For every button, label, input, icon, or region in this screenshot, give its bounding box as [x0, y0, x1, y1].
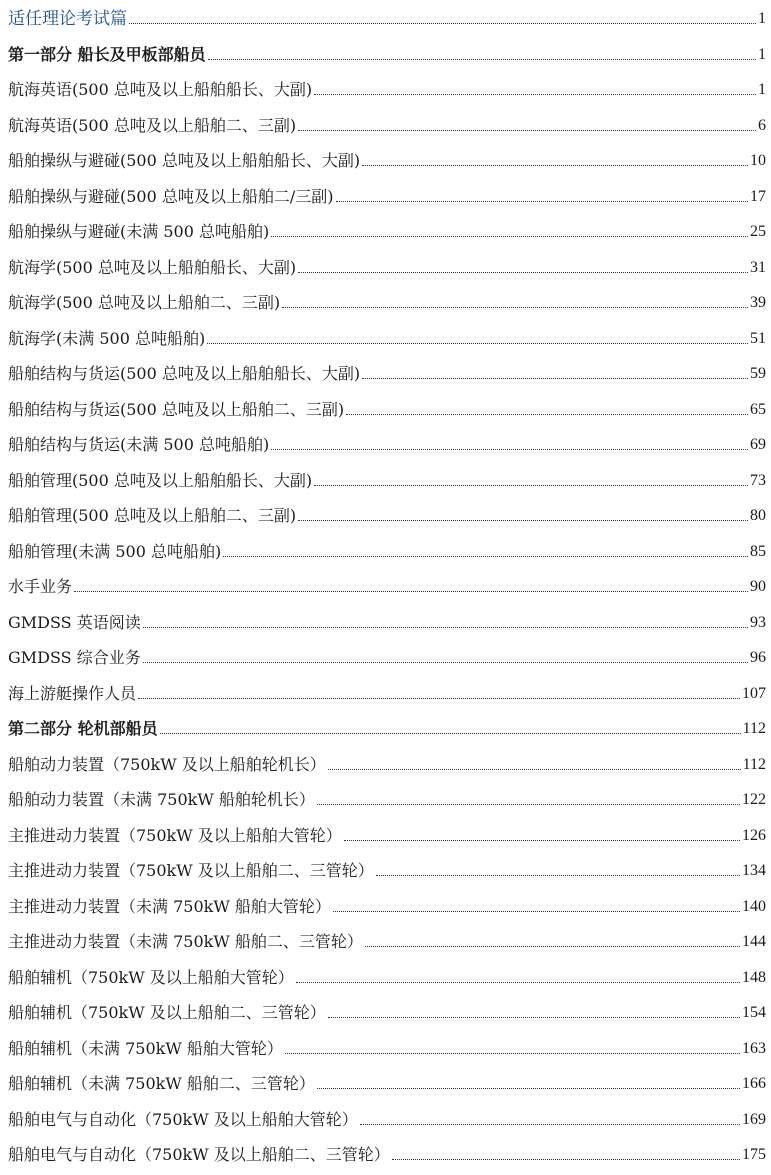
dot-leader	[365, 946, 740, 947]
toc-page-number: 112	[742, 755, 766, 773]
toc-entry[interactable]	[8, 780, 766, 816]
toc-entry-label: 船舶结构与货运(500 总吨及以上船舶二、三副)	[8, 399, 345, 419]
toc-entry[interactable]	[8, 851, 766, 887]
toc-entry[interactable]	[8, 993, 766, 1029]
toc-entry[interactable]	[8, 389, 766, 425]
toc-page-number: 134	[742, 862, 766, 879]
dot-leader	[314, 485, 748, 486]
dot-leader	[362, 378, 748, 379]
toc-entry-label: 船舶辅机（未满 750kW 船舶大管轮）	[8, 1038, 283, 1058]
dot-leader	[160, 733, 741, 734]
toc-page-number: 6	[758, 116, 766, 134]
toc-entry[interactable]	[8, 354, 766, 390]
toc-entry-label: 航海学(未满 500 总吨船舶)	[8, 328, 206, 348]
toc-entry-label: 船舶管理(未满 500 总吨船舶)	[8, 541, 222, 561]
toc-entry-label: 船舶辅机（750kW 及以上船舶二、三管轮）	[8, 1003, 326, 1022]
toc-entry-label: 主推进动力装置（750kW 及以上船舶大管轮）	[8, 825, 342, 845]
dot-leader	[328, 769, 741, 770]
toc-entry[interactable]	[8, 638, 766, 674]
toc-entry-label: 船舶电气与自动化（750kW 及以上船舶大管轮）	[8, 1109, 358, 1129]
toc-entry-label: 主推进动力装置（750kW 及以上船舶二、三管轮）	[8, 861, 374, 880]
dot-leader	[362, 165, 748, 166]
toc-page-number: 112	[742, 720, 766, 737]
dot-leader	[360, 1124, 740, 1125]
toc-page-number: 93	[750, 613, 766, 631]
toc-page-number: 85	[750, 542, 766, 560]
toc-page-number: 80	[750, 507, 766, 524]
dot-leader	[376, 875, 740, 876]
toc-entry-label: 航海学(500 总吨及以上船舶二、三副)	[8, 293, 281, 312]
dot-leader	[285, 1053, 740, 1054]
toc-entry-label: 船舶操纵与避碰(500 总吨及以上船舶二/三副)	[8, 186, 334, 206]
dot-leader	[298, 130, 756, 131]
toc-entry[interactable]	[8, 425, 766, 461]
toc-entry-label: GMDSS 英语阅读	[8, 612, 141, 632]
dot-leader	[346, 414, 748, 415]
toc-entry[interactable]	[8, 1135, 766, 1171]
toc-entry[interactable]	[8, 496, 766, 532]
dot-leader	[344, 840, 740, 841]
toc-entry[interactable]	[8, 886, 766, 922]
toc-page-number: 163	[742, 1039, 766, 1057]
dot-leader	[317, 1088, 740, 1089]
dot-leader	[208, 59, 756, 60]
toc-entry[interactable]	[8, 673, 766, 709]
toc-page-number: 96	[750, 649, 766, 666]
dot-leader	[271, 449, 748, 450]
toc-page-number: 59	[750, 365, 766, 382]
toc-page-number: 1	[758, 45, 766, 63]
toc-page-number: 107	[742, 684, 766, 702]
toc-entry[interactable]	[8, 1028, 766, 1064]
toc-page-number: 25	[750, 223, 766, 240]
toc-entry[interactable]	[8, 105, 766, 141]
toc-entry-label: 船舶动力装置（未满 750kW 船舶轮机长）	[8, 790, 315, 809]
toc-entry-label: 航海英语(500 总吨及以上船舶二、三副)	[8, 115, 297, 135]
table-of-contents	[8, 0, 766, 1170]
toc-entry[interactable]	[8, 283, 766, 319]
toc-page-number: 154	[742, 1004, 766, 1021]
toc-entry-label: 航海学(500 总吨及以上船舶船长、大副)	[8, 257, 297, 277]
toc-entry[interactable]	[8, 247, 766, 283]
toc-page-number: 1	[758, 81, 766, 98]
dot-leader	[298, 520, 748, 521]
toc-entry-label: 海上游艇操作人员	[8, 683, 137, 703]
toc-page-number: 122	[742, 791, 766, 808]
dot-leader	[298, 272, 748, 273]
toc-entry[interactable]	[8, 141, 766, 177]
toc-entry-label: 船舶管理(500 总吨及以上船舶船长、大副)	[8, 470, 313, 490]
toc-entry-label: 第一部分 船长及甲板部船员	[8, 44, 206, 64]
toc-entry[interactable]	[8, 744, 766, 780]
dot-leader	[317, 804, 740, 805]
toc-part-row[interactable]	[8, 34, 766, 70]
toc-entry[interactable]	[8, 318, 766, 354]
toc-entry-label: 船舶动力装置（750kW 及以上船舶轮机长）	[8, 754, 326, 774]
toc-page-number: 148	[742, 968, 766, 986]
toc-page-number: 51	[750, 329, 766, 347]
toc-entry-label: 主推进动力装置（未满 750kW 船舶二、三管轮）	[8, 932, 363, 951]
toc-page-number: 31	[750, 258, 766, 276]
toc-title-row[interactable]	[8, 0, 766, 34]
dot-leader	[207, 343, 748, 344]
toc-entry[interactable]	[8, 1099, 766, 1135]
dot-leader	[392, 1159, 740, 1160]
toc-page-number: 10	[750, 152, 766, 169]
toc-entry-label: 船舶操纵与避碰(500 总吨及以上船舶船长、大副)	[8, 151, 361, 170]
toc-page-number: 17	[750, 187, 766, 205]
toc-page-number: 169	[742, 1110, 766, 1128]
toc-entry-label: 船舶管理(500 总吨及以上船舶二、三副)	[8, 506, 297, 525]
dot-leader	[296, 982, 740, 983]
toc-entry[interactable]	[8, 815, 766, 851]
toc-page-number: 140	[742, 897, 766, 915]
toc-page-number: 166	[742, 1075, 766, 1092]
toc-entry[interactable]	[8, 70, 766, 106]
dot-leader	[314, 94, 756, 95]
dot-leader	[143, 662, 748, 663]
toc-page-number: 1	[758, 10, 766, 27]
toc-entry[interactable]	[8, 567, 766, 603]
toc-entry[interactable]	[8, 460, 766, 496]
toc-entry-label: 船舶操纵与避碰(未满 500 总吨船舶)	[8, 222, 270, 241]
toc-entry-label: 船舶辅机（750kW 及以上船舶大管轮）	[8, 967, 294, 987]
toc-entry[interactable]	[8, 531, 766, 567]
toc-page-number: 90	[750, 578, 766, 595]
toc-entry-label: 航海英语(500 总吨及以上船舶船长、大副)	[8, 80, 313, 99]
toc-page-number: 144	[742, 933, 766, 950]
dot-leader	[282, 307, 748, 308]
toc-entry-label: 船舶结构与货运(500 总吨及以上船舶船长、大副)	[8, 364, 361, 383]
dot-leader	[129, 23, 756, 24]
toc-entry-label: GMDSS 综合业务	[8, 648, 141, 667]
dot-leader	[223, 556, 748, 557]
dot-leader	[333, 911, 740, 912]
toc-page-number: 65	[750, 400, 766, 418]
dot-leader	[271, 236, 748, 237]
toc-entry[interactable]	[8, 602, 766, 638]
toc-entry[interactable]	[8, 1064, 766, 1100]
toc-entry-label: 水手业务	[8, 577, 73, 596]
dot-leader	[74, 591, 748, 592]
toc-page-number: 73	[750, 471, 766, 489]
toc-entry-label: 船舶电气与自动化（750kW 及以上船舶二、三管轮）	[8, 1145, 390, 1164]
toc-page-number: 39	[750, 294, 766, 311]
toc-part-row[interactable]	[8, 709, 766, 745]
toc-entry-label: 适任理论考试篇	[8, 9, 127, 29]
toc-entry-label: 主推进动力装置（未满 750kW 船舶大管轮）	[8, 896, 331, 916]
toc-page-number: 69	[750, 436, 766, 453]
toc-entry-label: 第二部分 轮机部船员	[8, 719, 158, 738]
dot-leader	[143, 627, 748, 628]
toc-entry-label: 船舶结构与货运(未满 500 总吨船舶)	[8, 435, 270, 454]
dot-leader	[336, 201, 748, 202]
dot-leader	[138, 698, 740, 699]
toc-page-number: 126	[742, 826, 766, 844]
toc-entry[interactable]	[8, 922, 766, 958]
toc-entry[interactable]	[8, 957, 766, 993]
toc-entry-label: 船舶辅机（未满 750kW 船舶二、三管轮）	[8, 1074, 315, 1093]
toc-page-number: 175	[742, 1146, 766, 1163]
dot-leader	[328, 1017, 740, 1018]
toc-entry[interactable]	[8, 176, 766, 212]
toc-entry[interactable]	[8, 212, 766, 248]
